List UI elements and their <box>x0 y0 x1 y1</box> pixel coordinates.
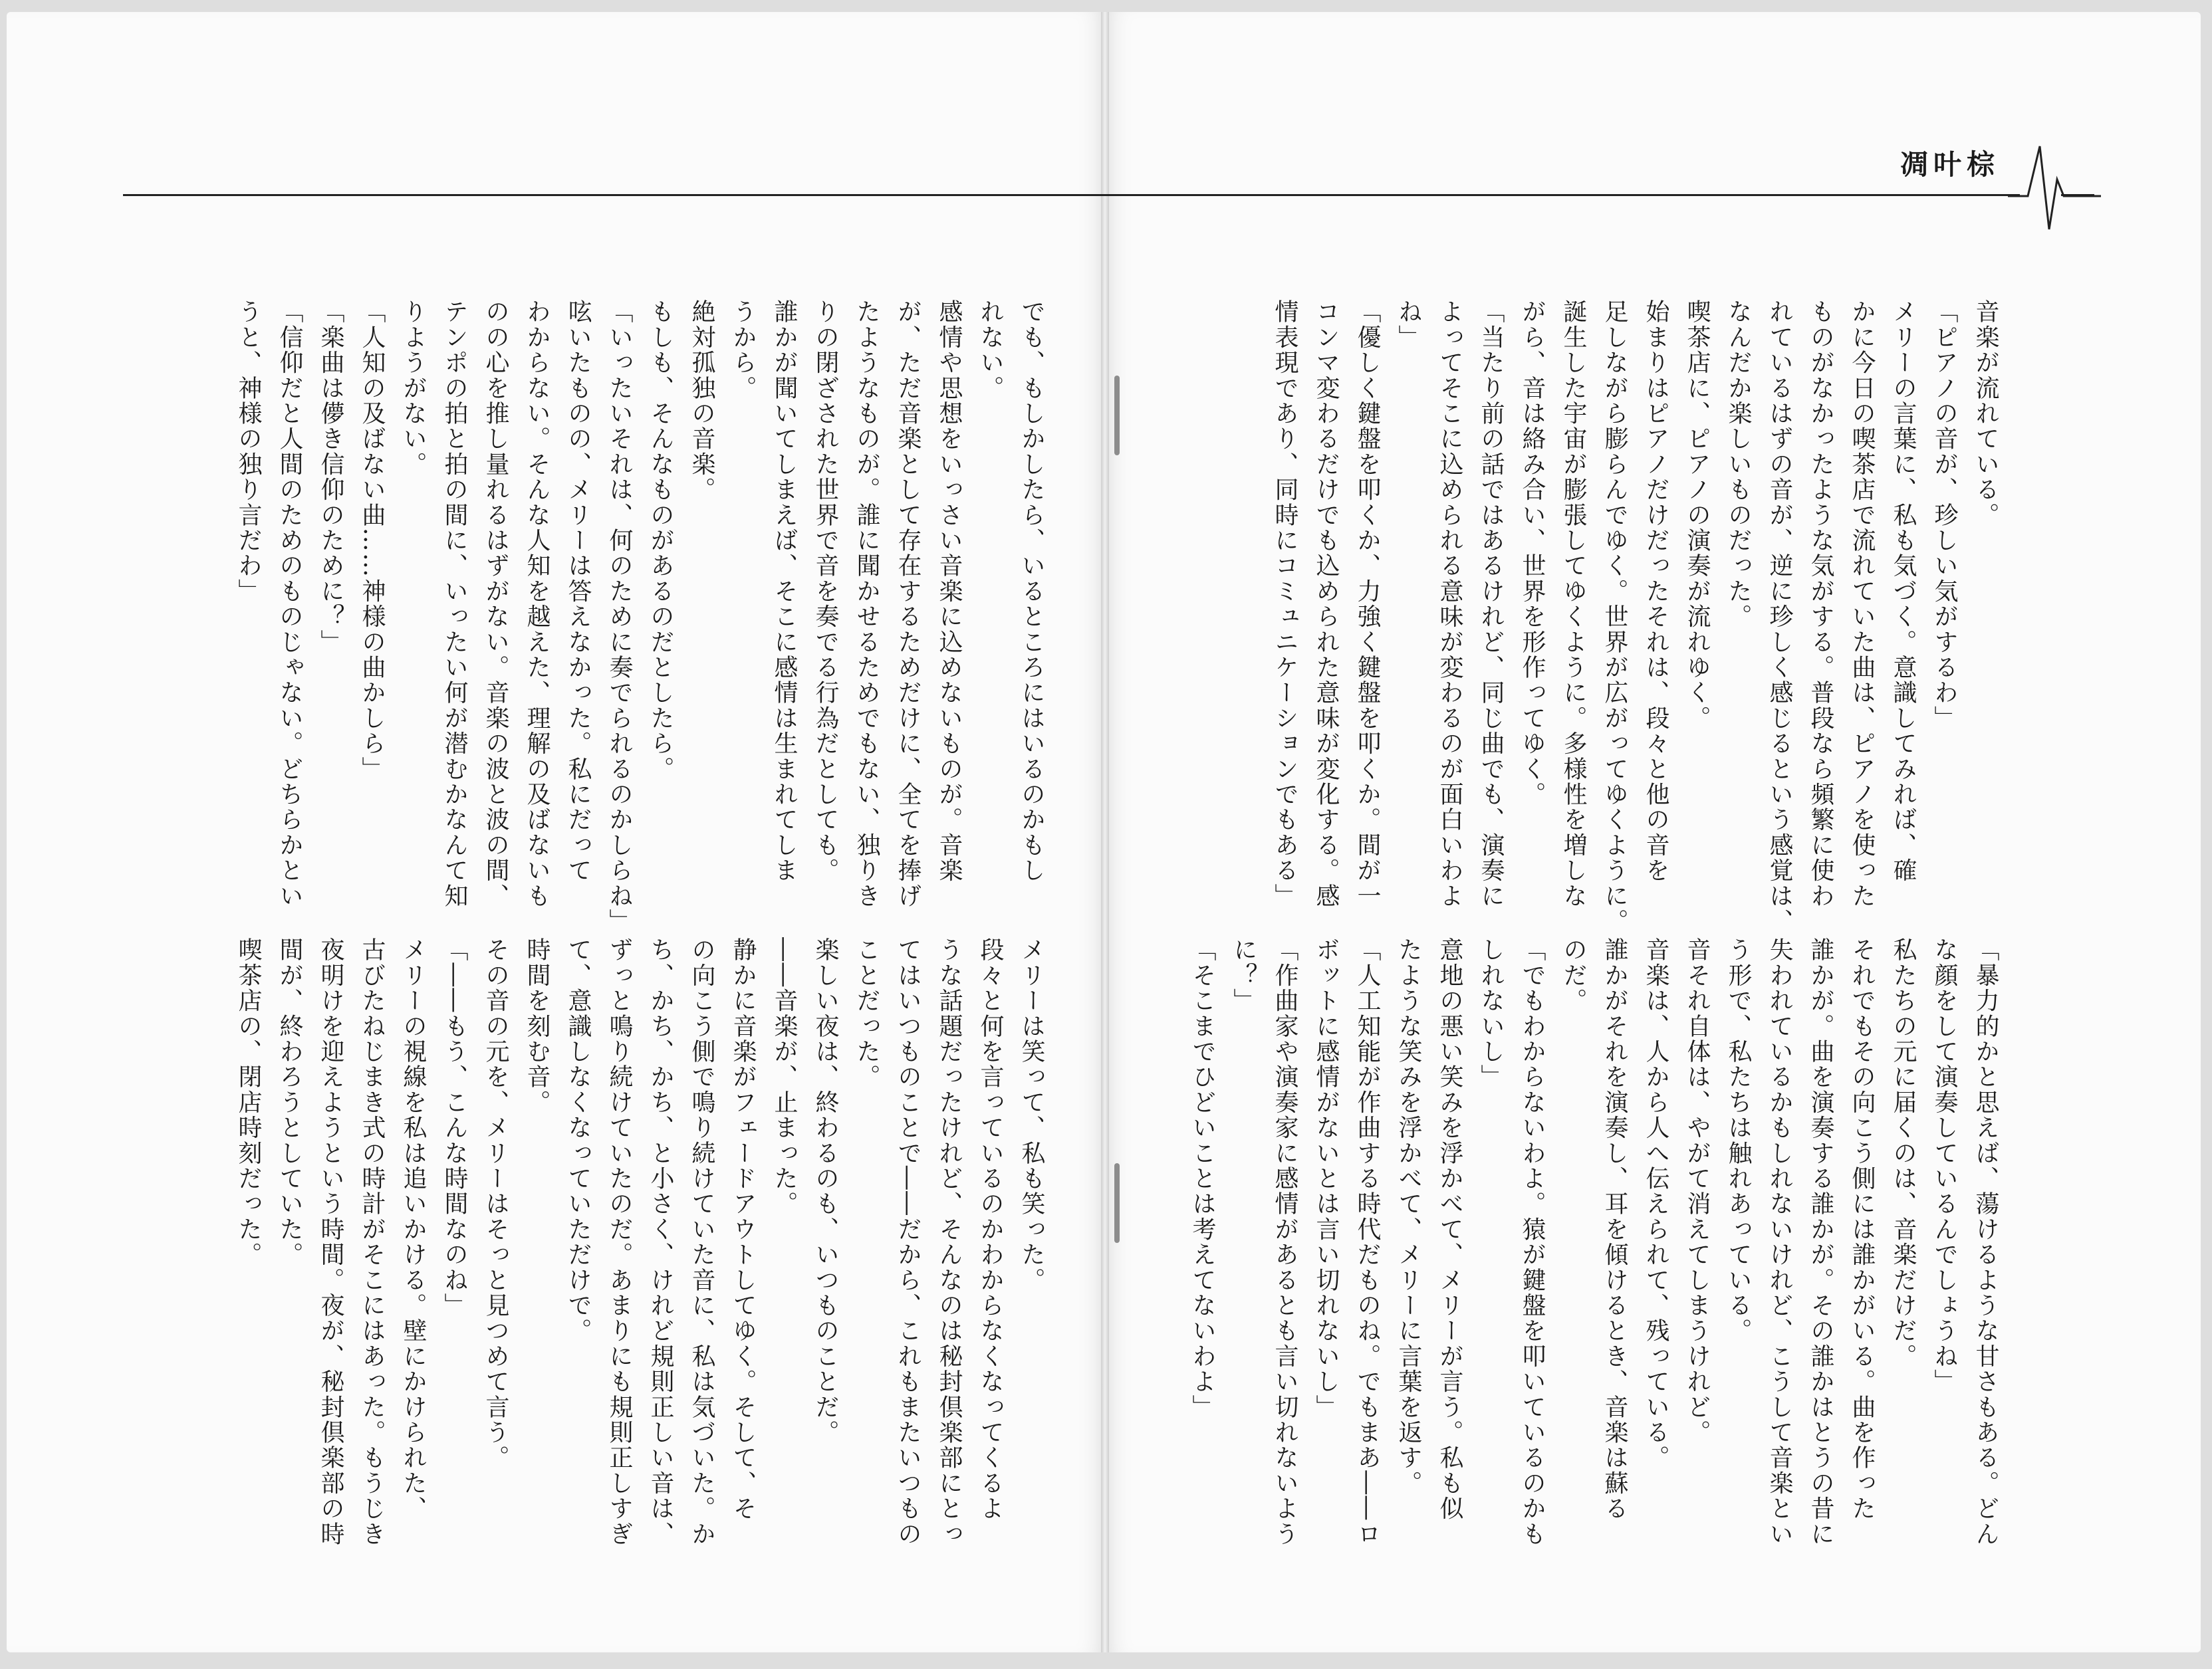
left-lower-line: の向こう側で鳴り続けていた音に、私は気づいた。か <box>688 937 715 1547</box>
left-lower-line: 時間を刻む音。 <box>523 937 551 1115</box>
staple-top <box>1114 376 1120 455</box>
left-upper-line: もしも、そんなものがあるのだとしたら。 <box>647 299 674 782</box>
left-lower-line: 静かに音楽がフェードアウトしてゆく。そして、そ <box>729 937 757 1521</box>
right-lower-line: 誰かが。曲を演奏する誰かが。その誰かはとうの昔に <box>1807 937 1834 1547</box>
right-upper-line: よってそこに込められる意味が変わるのが面白いわよ <box>1436 299 1463 909</box>
left-lower-line: その音の元を、メリーはそっと見つめて言う。 <box>482 937 509 1471</box>
left-upper-line: でも、もしかしたら、いるところにはいるのかもし <box>1018 299 1045 883</box>
right-lower-line: 「暴力的かと思えば、蕩けるような甘さもある。どん <box>1972 937 1999 1547</box>
left-upper-line: 「いったいそれは、何のために奏でられるのかしらね」 <box>606 299 633 934</box>
left-upper-line: うから。 <box>729 299 757 401</box>
right-lower-line: 「作曲家や演奏家に感情があるとも言い切れないよう <box>1271 937 1298 1547</box>
author-name: 凋叶棕 <box>1900 148 2001 181</box>
right-lower-line: 「でもわからないわよ。猿が鍵盤を叩いているのかも <box>1519 937 1546 1547</box>
left-lower-line: ――音楽が、止まった。 <box>771 937 798 1217</box>
left-upper-line: 「人知の及ばない曲……神様の曲かしら」 <box>358 299 386 782</box>
right-lower-line: たような笑みを浮かべて、メリーに言葉を返す。 <box>1395 937 1422 1496</box>
right-upper-line: 「ピアノの音が、珍しい気がするわ」 <box>1931 299 1958 731</box>
right-lower-line: な顔をして演奏しているんでしょうね」 <box>1931 937 1958 1394</box>
left-lower-line: 間が、終わろうとしていた。 <box>276 937 303 1268</box>
right-lower-line: う形で、私たちは触れあっている。 <box>1725 937 1752 1344</box>
left-lower-line: 「――もう、こんな時間なのね」 <box>441 937 468 1318</box>
right-lower-line: に？」 <box>1230 937 1257 1014</box>
left-upper-line: 誰かが聞いてしまえば、そこに感情は生まれてしま <box>771 299 798 883</box>
right-upper-line: 誕生した宇宙が膨張してゆくように。多様性を増しな <box>1560 299 1587 909</box>
left-lower-line: うな話題だったけれど、そんなのは秘封倶楽部にとっ <box>935 937 963 1547</box>
right-lower-line: しれないし」 <box>1477 937 1505 1090</box>
right-lower-line: それでもその向こう側には誰かがいる。曲を作った <box>1848 937 1876 1521</box>
left-upper-line: のの心を推し量れるはずがない。音楽の波と波の間、 <box>482 299 509 909</box>
right-lower-line: のだ。 <box>1560 937 1587 1014</box>
left-lower-line: ち、かち、かち、と小さく、けれど規則正しい音は、 <box>647 937 674 1547</box>
right-upper-line: ね」 <box>1395 299 1422 350</box>
right-lower-line: ボットに感情がないとは言い切れないし」 <box>1312 937 1340 1420</box>
left-upper-line: わからない。そんな人知を越えた、理解の及ばないも <box>523 299 551 909</box>
staple-bottom <box>1114 1163 1120 1243</box>
book-gutter <box>1101 12 1109 1652</box>
left-upper-line: うと、神様の独り言だわ」 <box>235 299 262 604</box>
header-rule-left <box>123 194 1107 196</box>
left-lower-line: 喫茶店の、閉店時刻だった。 <box>235 937 262 1268</box>
left-upper-line: が、ただ音楽として存在するためだけに、全てを捧げ <box>894 299 922 909</box>
pulse-wave-icon <box>2008 133 2101 239</box>
left-upper-line: 絶対孤独の音楽。 <box>688 299 715 502</box>
right-upper-line: れているはずの音が、逆に珍しく感じるという感覚は、 <box>1766 299 1793 934</box>
left-lower-line: ことだった。 <box>853 937 880 1090</box>
right-lower-line: 「人工知能が作曲する時代だものね。でもまあ――ロ <box>1354 937 1381 1547</box>
right-upper-line: 音楽が流れている。 <box>1972 299 1999 528</box>
left-lower-line: てはいつものことで――だから、これもまたいつもの <box>894 937 922 1547</box>
right-upper-line: コンマ変わるだけでも込められた意味が変化する。感 <box>1312 299 1340 909</box>
left-upper-line: 呟いたものの、メリーは答えなかった。私にだって <box>564 299 592 883</box>
right-upper-line: 足しながら膨らんでゆく。世界が広がってゆくように。 <box>1601 299 1628 934</box>
right-lower-line: 音楽は、人から人へ伝えられて、残っている。 <box>1642 937 1669 1471</box>
left-upper-line: りの閉ざされた世界で音を奏でる行為だとしても。 <box>812 299 839 883</box>
right-upper-line: 「優しく鍵盤を叩くか、力強く鍵盤を叩くか。間が一 <box>1354 299 1381 909</box>
left-lower-line: ずっと鳴り続けていたのだ。あまりにも規則正しすぎ <box>606 937 633 1547</box>
right-lower-line: 誰かがそれを演奏し、耳を傾けるとき、音楽は蘇る <box>1601 937 1628 1521</box>
left-lower-line: 段々と何を言っているのかわからなくなってくるよ <box>977 937 1004 1521</box>
left-lower-line: 楽しい夜は、終わるのも、いつものことだ。 <box>812 937 839 1445</box>
right-upper-line: がら、音は絡み合い、世界を形作ってゆく。 <box>1519 299 1546 807</box>
left-upper-line: れない。 <box>977 299 1004 401</box>
left-upper-line: テンポの拍と拍の間に、いったい何が潜むかなんて知 <box>441 299 468 909</box>
left-lower-line: メリーの視線を私は追いかける。壁にかけられた、 <box>400 937 427 1521</box>
right-upper-line: かに今日の喫茶店で流れていた曲は、ピアノを使った <box>1848 299 1876 909</box>
right-page-upper-text <box>1264 299 2006 934</box>
right-upper-line: 「当たり前の話ではあるけれど、同じ曲でも、演奏に <box>1477 299 1505 909</box>
right-upper-line: 喫茶店に、ピアノの演奏が流れゆく。 <box>1683 299 1711 731</box>
left-lower-line: て、意識しなくなっていただけで。 <box>564 937 592 1344</box>
left-upper-line: たようなものが。誰に聞かせるためでもない、独りき <box>853 299 880 909</box>
header-rule-right <box>1105 194 2020 196</box>
left-upper-line: 「信仰だと人間のためのものじゃない。どちらかとい <box>276 299 303 909</box>
right-upper-line: 情表現であり、同時にコミュニケーションでもある」 <box>1271 299 1298 909</box>
left-lower-line: 夜明けを迎えようという時間。夜が、秘封倶楽部の時 <box>317 937 344 1547</box>
right-upper-line: 始まりはピアノだけだったそれは、段々と他の音を <box>1642 299 1669 883</box>
left-upper-line: 「楽曲は儚き信仰のために？」 <box>317 299 344 655</box>
left-lower-line: 古びたねじまき式の時計がそこにはあった。もうじき <box>358 937 386 1547</box>
right-lower-line: 音それ自体は、やがて消えてしまうけれど。 <box>1683 937 1711 1445</box>
right-upper-line: ものがなかったような気がする。普段なら頻繁に使わ <box>1807 299 1834 909</box>
right-page-lower-text <box>1181 937 2006 1547</box>
left-lower-line: メリーは笑って、私も笑った。 <box>1018 937 1045 1293</box>
left-page-upper-text <box>227 299 1052 934</box>
left-upper-line: 感情や思想をいっさい音楽に込めないものが。音楽 <box>935 299 963 883</box>
right-lower-line: 失われているかもしれないけれど、こうして音楽とい <box>1766 937 1793 1547</box>
right-upper-line: メリーの言葉に、私も気づく。意識してみれば、確 <box>1890 299 1917 883</box>
right-lower-line: 意地の悪い笑みを浮かべて、メリーが言う。私も似 <box>1436 937 1463 1521</box>
left-page-lower-text <box>227 937 1052 1547</box>
right-lower-line: 「そこまでひどいことは考えてないわよ」 <box>1189 937 1216 1420</box>
right-lower-line: 私たちの元に届くのは、音楽だけだ。 <box>1890 937 1917 1369</box>
left-upper-line: りようがない。 <box>400 299 427 477</box>
right-upper-line: なんだか楽しいものだった。 <box>1725 299 1752 629</box>
